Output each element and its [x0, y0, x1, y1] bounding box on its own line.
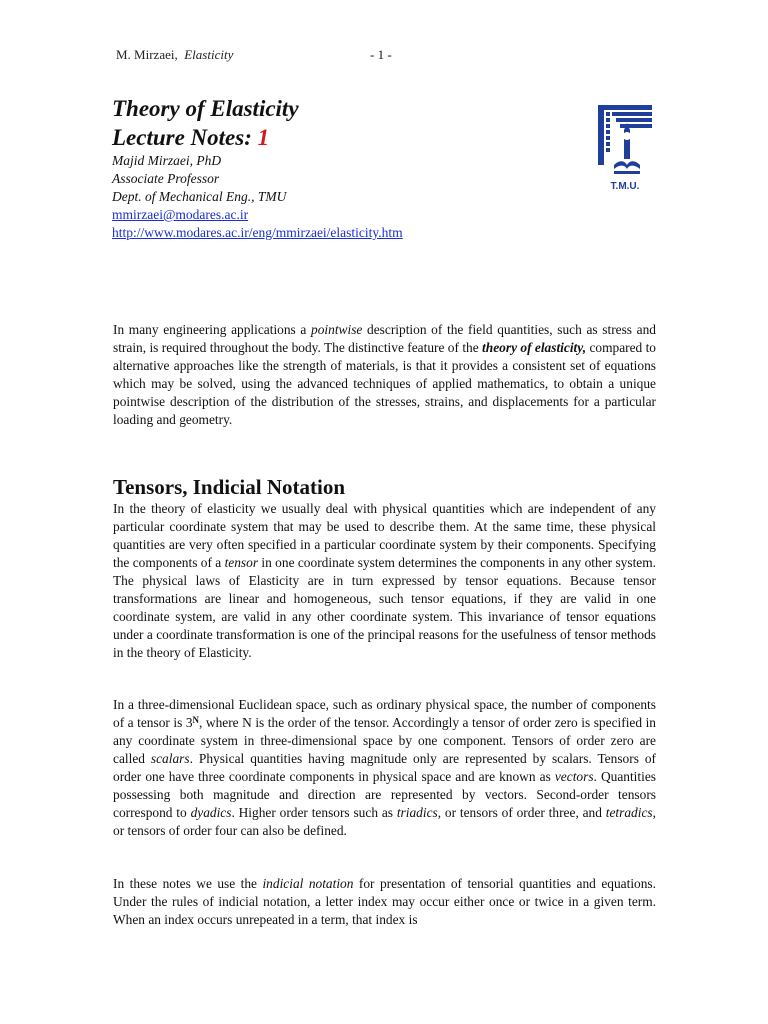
tmu-logo — [594, 103, 656, 193]
lecture-number: 1 — [257, 125, 270, 150]
logo-emblem-icon — [598, 105, 652, 174]
title-block — [112, 94, 403, 242]
indicial-paragraph: In these notes we use the indicial notation for presentation of tensorial quantities and equations. Under the rules of indicial notation, a letter index may occur either once or twice in a given term. When an index occurs unrepeated in a term, that index is — [113, 876, 656, 927]
intro-paragraph: In many engineering applications a pointwise description of the field quantities, such as stress and strain, is required throughout the body. The distinctive feature of the theory of elasticity, compared to alternative approaches like the strength of materials, is that it provides a consistent set of equations which may be solved, using the advanced techniques of applied mathematics, to obtain a unique pointwise description of the distribution of the stresses, strains, and displacements for a particular loading and geometry. — [113, 322, 657, 427]
lecture-notes-label: Lecture Notes: — [112, 125, 258, 150]
website-link[interactable]: http://www.modares.ac.ir/eng/mmirzaei/elasticity.htm — [112, 225, 403, 240]
page-header — [116, 47, 233, 63]
tensor-paragraph-1: In the theory of elasticity we usually deal with physical quantities which are independent of any particular coordinate system that may be used to describe them. At the same time, these physical quantities are very often specified in a particular coordinate system by their components. Specifying the components of a tensor in one coordinate system determines the components in any other system. The physical laws of Elasticity are in turn expressed by tensor equations. Because tensor transformations are linear and homogeneous, such tensor equations, if they are valid in one coordinate system, are valid in any other coordinate system. This invariance of tensor equations under a coordinate transformation is one of the principal reasons for the usefulness of tensor methods in the theory of Elasticity. — [113, 501, 656, 660]
header-course: Elasticity — [184, 47, 234, 62]
header-author: M. Mirzaei, — [116, 47, 178, 62]
doc-title-line1: Theory of Elasticity — [112, 96, 299, 121]
section-heading: Tensors, Indicial Notation — [113, 475, 346, 499]
page-number: - 1 - — [370, 47, 392, 62]
author-dept: Dept. of Mechanical Eng., TMU — [112, 189, 287, 204]
logo-text: T.M.U. — [610, 181, 640, 192]
doc-title-line2 — [112, 123, 403, 152]
author-position: Associate Professor — [112, 171, 220, 186]
author-name: Majid Mirzaei, PhD — [112, 153, 222, 168]
tensor-paragraph-2: In a three-dimensional Euclidean space, such as ordinary physical space, the number of components of a tensor is $3^N$, where N is the order of the tensor. Accordingly a tensor of order zero is specified in any coordinate system in three-dimensional space by one component. Tensors of order zero are called scalars. Physical quantities having magnitude only are represented by scalars. Tensors of order one have three coordinate components in physical space and are known as vectors. Quantities possessing both magnitude and direction are represented by vectors. Second-order tensors correspond to dyadics. Higher order tensors such as triadics, or tensors of order three, and tetradics, or tensors of order four can also be defined. — [113, 697, 656, 838]
email-link[interactable]: mmirzaei@modares.ac.ir — [112, 207, 249, 222]
